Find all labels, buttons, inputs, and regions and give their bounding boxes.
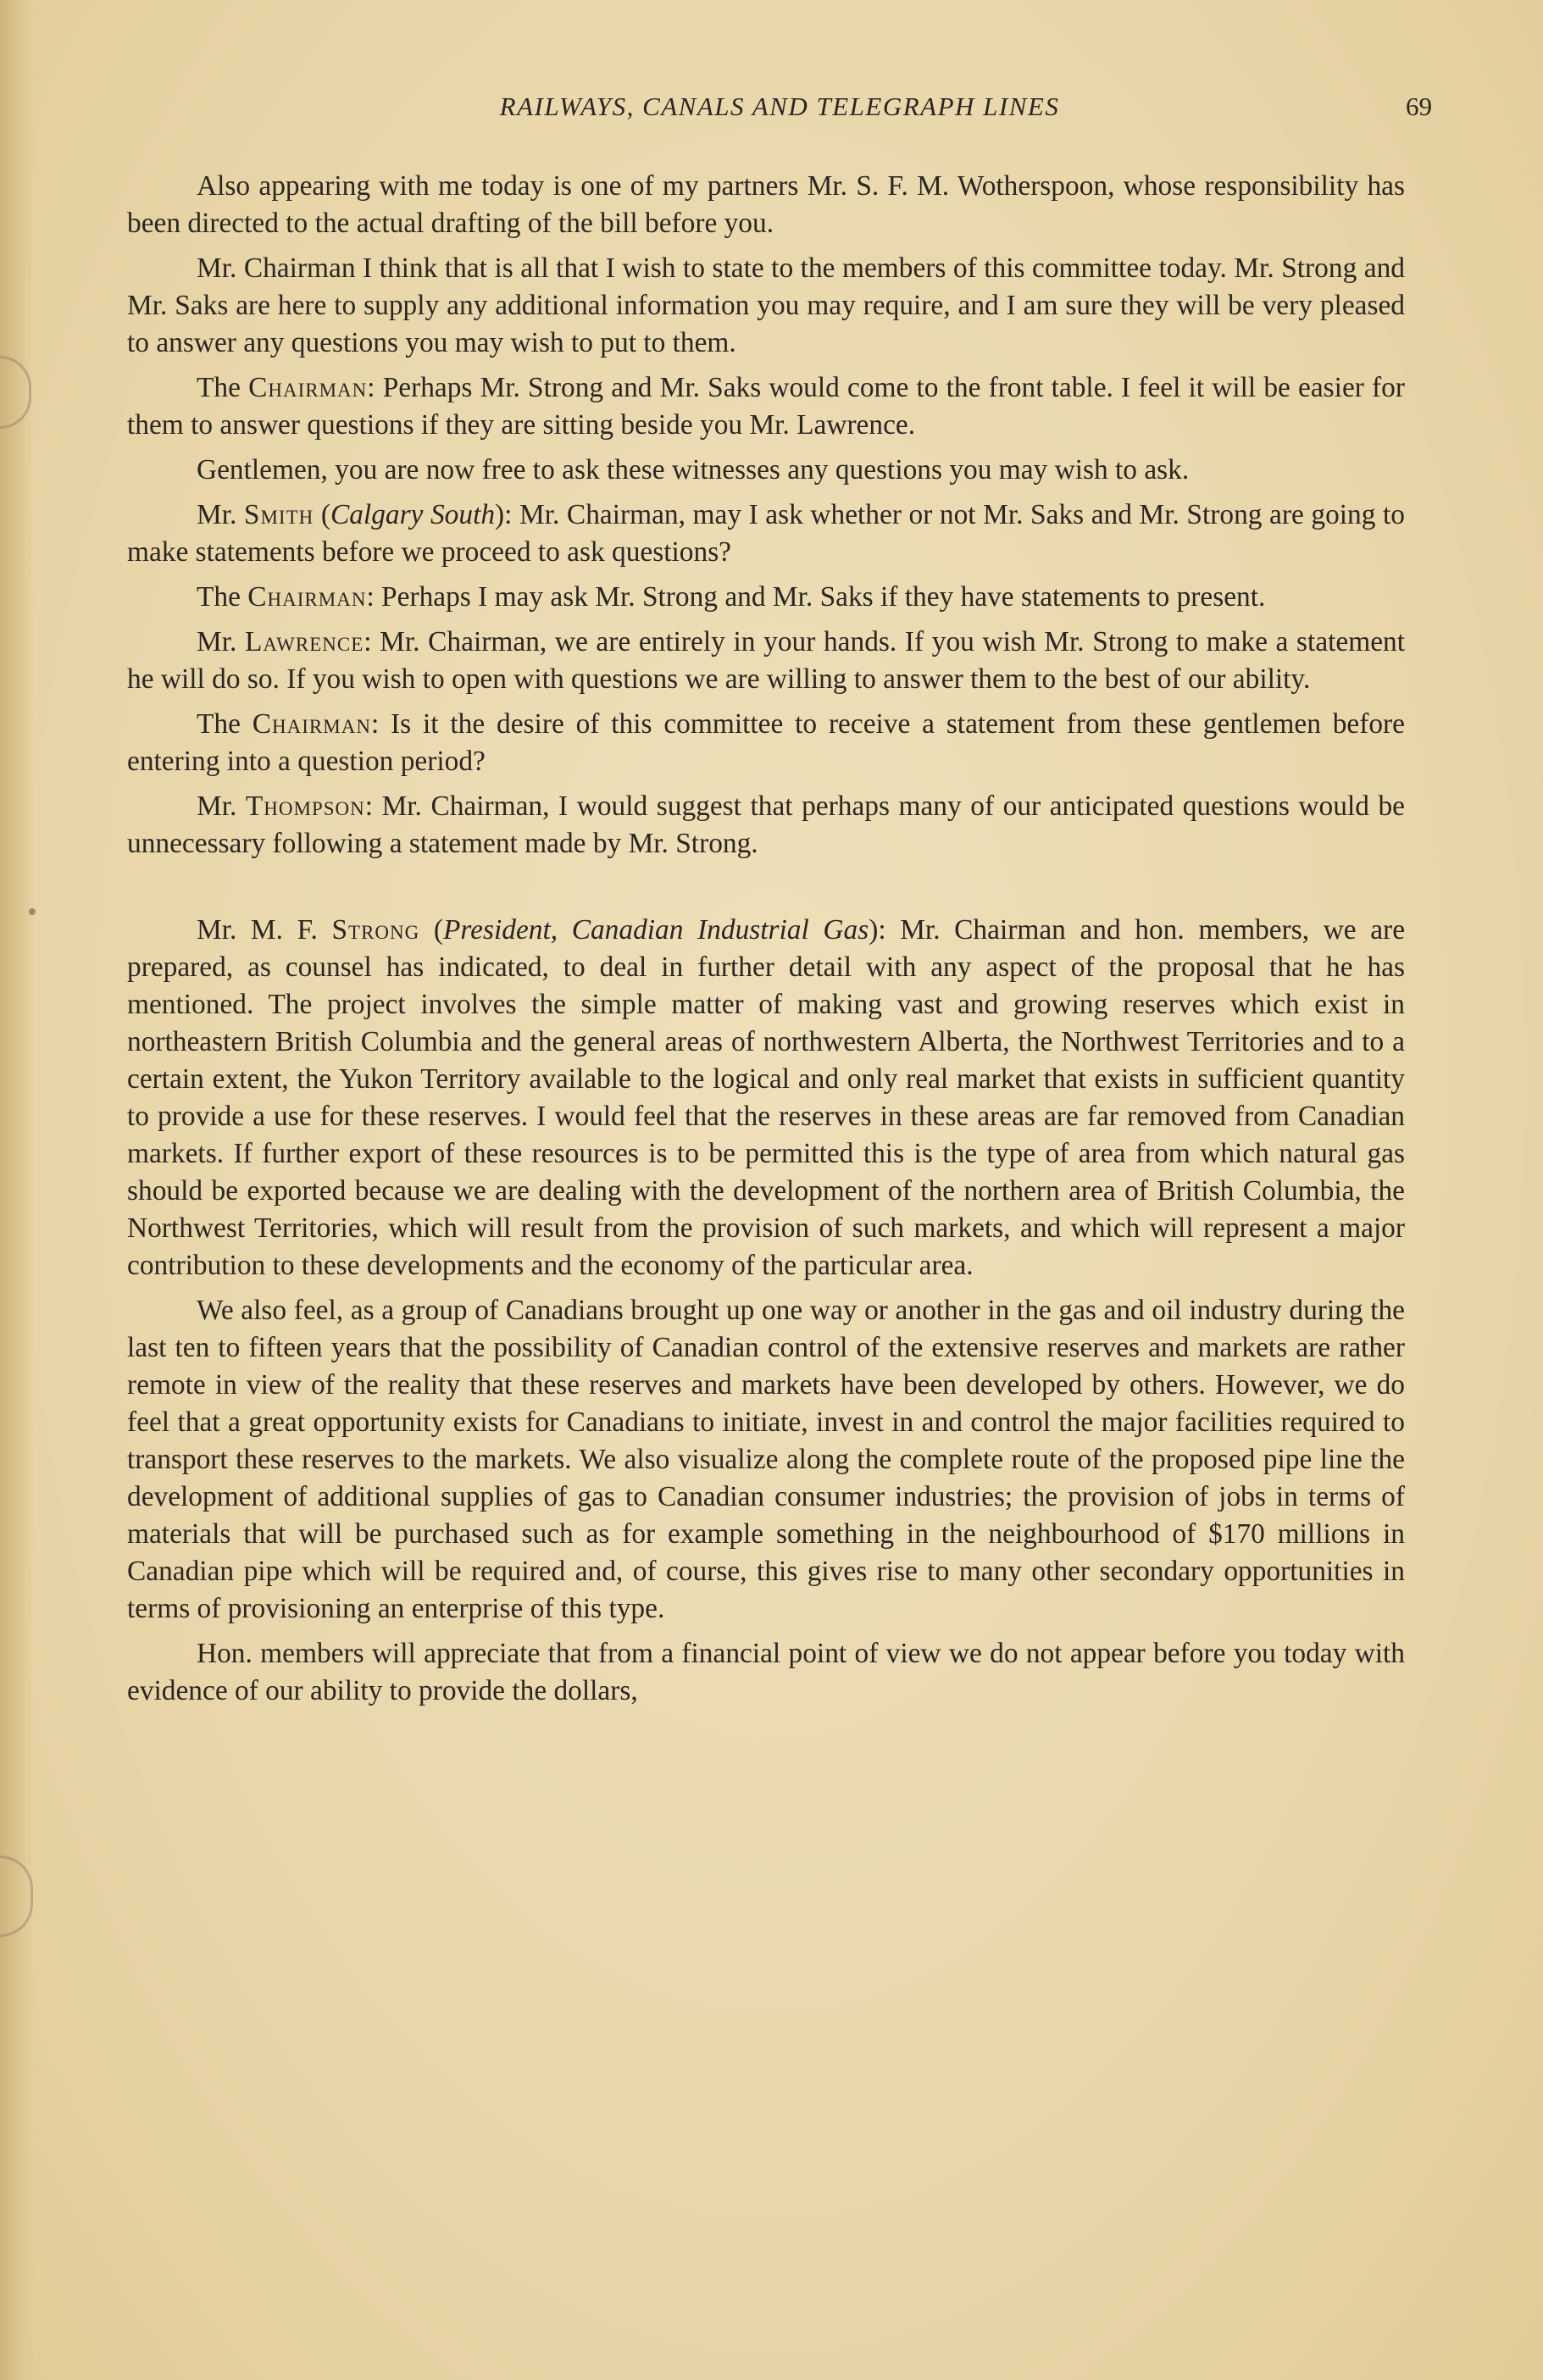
speech-text: : Mr. Chairman, we are entirely in your hands. If you wish Mr. Strong to make a statement he will do so. If you wish to open with questions we are willing to answer them to the best of our ability. [127, 626, 1405, 695]
speaker-name: Chairman [247, 581, 367, 613]
speaker-role: President, Canadian Industrial Gas [443, 914, 869, 946]
paragraph [127, 579, 1405, 616]
speech-text: : Mr. Chairman, may I ask whether or not Mr. Saks and Mr. Strong are going to make statements before we proceed to ask questions? [127, 499, 1405, 568]
margin-dot [29, 908, 36, 915]
paragraph: Gentlemen, you are now free to ask these witnesses any questions you may wish to ask. [197, 454, 1190, 485]
speaker-prefix: The [197, 708, 253, 740]
paragraph [127, 624, 1405, 698]
speech-text: : Perhaps I may ask Mr. Strong and Mr. Saks if they have statements to present. [366, 581, 1266, 613]
speech-text: : Perhaps Mr. Strong and Mr. Saks would come to the front table. I feel it will be easier for them to answer questions if they are sitting beside you Mr. Lawrence. [127, 372, 1405, 441]
paragraph [127, 369, 1405, 444]
role-close: ) [869, 914, 879, 946]
paragraph [127, 788, 1405, 863]
riding-open: ( [314, 499, 330, 530]
riding-name: Calgary South [330, 499, 496, 530]
paragraph [127, 497, 1405, 571]
role-open: ( [419, 914, 444, 946]
speaker-name: Chairman [248, 372, 368, 403]
speaker-name: Thompson [245, 791, 365, 822]
paragraph: Also appearing with me today is one of my partners Mr. S. F. M. Wotherspoon, whose responsibility has been directed to the actual drafting of the bill before you. [127, 170, 1405, 239]
paragraph: Hon. members will appreciate that from a financial point of view we do not appear before you today with evidence of our ability to provide the dollars, [127, 1638, 1405, 1706]
riding-close: ) [495, 499, 505, 530]
page-body [127, 168, 1405, 1717]
paragraph [127, 706, 1405, 780]
speaker-name: Lawrence [244, 626, 364, 657]
speaker-name: Strong [331, 914, 420, 946]
speaker-name: Smith [243, 499, 314, 530]
speaker-prefix: Mr. [197, 791, 246, 822]
speech-text: : Mr. Chairman and hon. members, we are prepared, as counsel has indicated, to deal in further detail with any aspect of the proposal that he has mentioned. The project involves the simple matter of making vast and growing reserves which exist in northeastern British Columbia and the general areas of northwestern Alberta, the Northwest Territories and to a certain extent, the Yukon Territory available to the logical and only real market that exists in sufficient quantity to provide a use for these reserves. I would feel that the reserves in these areas are far removed from Canadian markets. If further export of these resources is to be permitted this is the type of area from which natural gas should be exported because we are dealing with the development of the northern area of British Columbia, the Northwest Territories, which will result from the provision of such markets, and which will represent a major contribution to these developments and the economy of the particular area. [127, 914, 1406, 1281]
page-number: 69 [1406, 92, 1432, 121]
paragraph: We also feel, as a group of Canadians brought up one way or another in the gas and oil industry during the last ten to fifteen years that the possibility of Canadian control of the extensive reserves and markets are rather remote in view of the reality that these reserves and markets have been developed by others. However, we do feel that a great opportunity exists for Canadians to initiate, invest in and control the major facilities required to transport these reserves to the markets. We also visualize along the complete route of the proposed pipe line the development of additional supplies of gas to Canadian consumer industries; the provision of jobs in terms of materials that will be purchased such as for example something in the neighbourhood of $170 millions in Canadian pipe which will be required and, of course, this gives rise to many other secondary opportunities in terms of provisioning an enterprise of this type. [127, 1295, 1405, 1624]
paragraph [127, 912, 1405, 1284]
paragraph: Mr. Chairman I think that is all that I wish to state to the members of this committee today. Mr. Strong and Mr. Saks are here to supply any additional information you may require, and I am sure they will be very pleased to answer any questions you may wish to put to them. [127, 252, 1405, 358]
speech-text: : Is it the desire of this committee to receive a statement from these gentlemen before entering into a question period? [127, 708, 1405, 777]
running-head: RAILWAYS, CANALS AND TELEGRAPH LINES [499, 92, 1060, 121]
speaker-prefix: The [197, 372, 249, 403]
speaker-prefix: Mr. [197, 499, 244, 530]
page-header [127, 92, 1432, 134]
speaker-prefix: The [197, 581, 248, 613]
speaker-name: Chairman [252, 708, 371, 740]
speaker-prefix: Mr. [197, 626, 245, 657]
speaker-prefix: Mr. M. F. [197, 914, 332, 946]
speech-text: : Mr. Chairman, I would suggest that perhaps many of our anticipated questions would be unnecessary following a statement made by Mr. Strong. [127, 791, 1405, 859]
